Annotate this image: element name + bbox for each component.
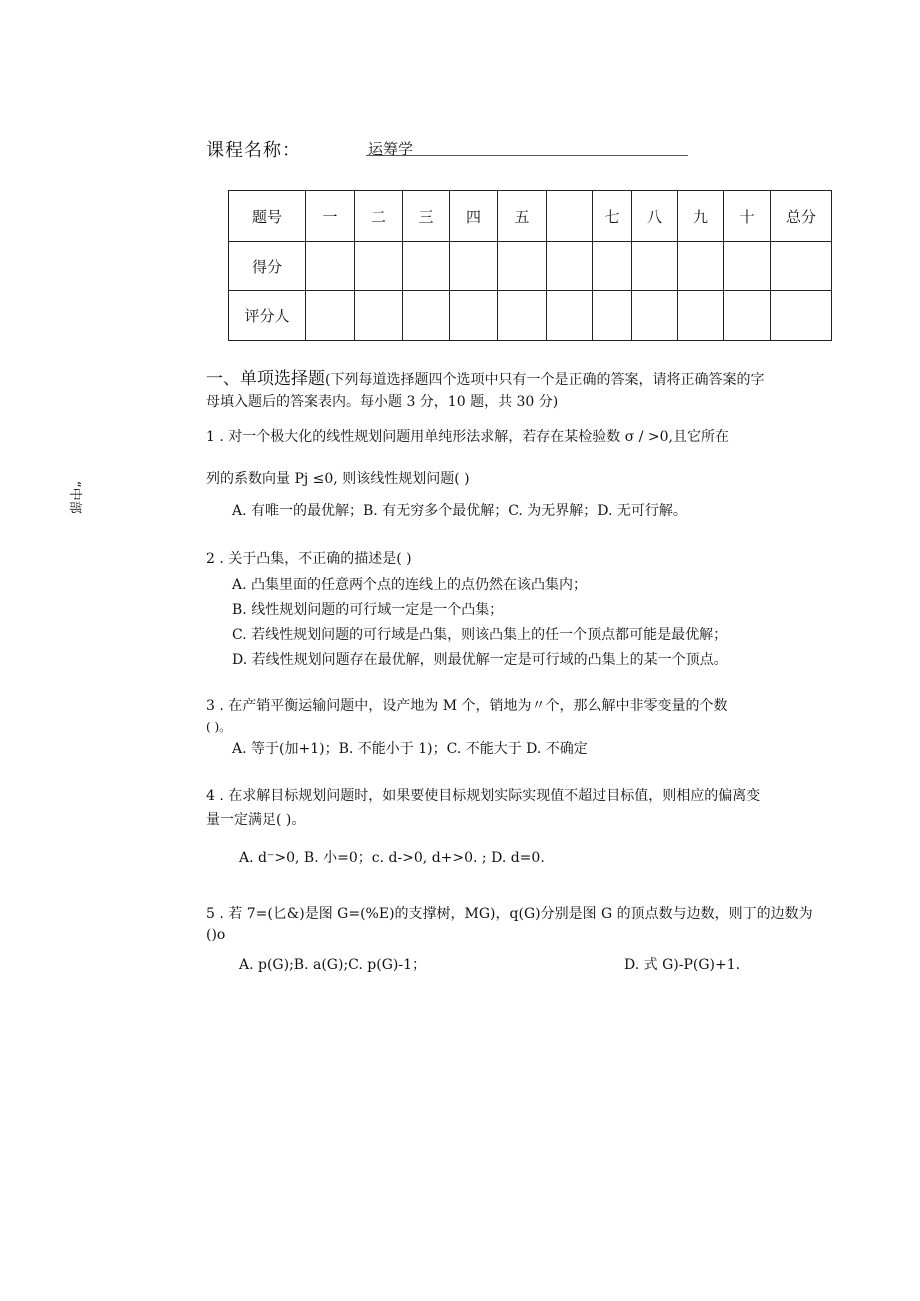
q4-stem-line2: 量一定满足( )。 — [206, 812, 306, 828]
score-row — [229, 242, 832, 291]
q2-option-a: A. 凸集里面的任意两个点的连线上的点仍然在该凸集内； — [232, 577, 588, 593]
header-cell-1: 一 — [306, 191, 355, 242]
q4-stem-line1: 4 . 在求解目标规划问题时，如果要使目标规划实际实现值不超过目标值，则相应的偏离变 — [206, 788, 761, 804]
q2-option-b: B. 线性规划问题的可行域一定是一个凸集； — [232, 602, 504, 618]
header-cell-6 — [547, 191, 593, 242]
course-name-label: 课程名称： — [206, 140, 301, 161]
grader-cell — [678, 291, 724, 341]
section-instructions: (下列每道选择题四个选项中只有一个是正确的答案，请将正确答案的字 — [325, 372, 765, 388]
score-cell — [355, 242, 403, 291]
score-cell — [678, 242, 724, 291]
score-row-label: 得分 — [229, 242, 306, 291]
score-table-header-row — [229, 191, 832, 242]
q5-stem-line2: ()o — [206, 927, 226, 943]
grader-cell — [355, 291, 403, 341]
q4-options: A. d⁻>0, B. 小=0；c. d->0, d+>0. ; D. d=0. — [239, 850, 545, 866]
grader-cell — [547, 291, 593, 341]
score-cell — [403, 242, 450, 291]
grader-cell — [403, 291, 450, 341]
course-name-underline — [366, 155, 688, 156]
header-cell-9: 九 — [678, 191, 724, 242]
score-table — [228, 190, 832, 341]
q5-stem-line1: 5 . 若 7=(匕&)是图 G=(%E)的支撑树，MG)，q(G)分别是图 G 的顶点数与边数，则丁的边数为 — [206, 906, 813, 922]
score-cell — [498, 242, 547, 291]
q1-stem-line1: 1 . 对一个极大化的线性规划问题用单纯形法求解，若存在某检验数 σ / >0,且它所在 — [206, 429, 729, 445]
binding-margin-text: “中部 — [67, 481, 82, 514]
grader-row-label: 评分人 — [229, 291, 306, 341]
header-cell-5: 五 — [498, 191, 547, 242]
grader-cell — [450, 291, 498, 341]
q5-options-abc: A. p(G);B. a(G);C. p(G)-1； — [239, 957, 426, 973]
header-cell-7: 七 — [593, 191, 632, 242]
section-title-text: 一、单项选择题 — [206, 369, 325, 389]
header-cell-2: 二 — [355, 191, 403, 242]
course-name-value: 运筹学 — [368, 140, 414, 158]
grader-cell — [593, 291, 632, 341]
q1-options: A. 有唯一的最优解；B. 有无穷多个最优解；C. 为无界解；D. 无可行解。 — [232, 503, 687, 519]
section-instructions-cont: 母填入题后的答案表内。每小题 3 分，10 题，共 30 分) — [206, 394, 559, 410]
score-cell — [771, 242, 832, 291]
q3-answer-paren: ( )。 — [206, 720, 232, 734]
header-cell-label: 题号 — [229, 191, 306, 242]
q2-option-c: C. 若线性规划问题的可行域是凸集，则该凸集上的任一个顶点都可能是最优解； — [232, 627, 728, 643]
q3-stem: 3 . 在产销平衡运输问题中，设产地为 M 个，销地为〃个，那么解中非零变量的个数 — [206, 698, 728, 714]
grader-row — [229, 291, 832, 341]
header-cell-10: 十 — [724, 191, 771, 242]
grader-cell — [632, 291, 678, 341]
grader-cell — [498, 291, 547, 341]
grader-cell — [306, 291, 355, 341]
q2-stem: 2 . 关于凸集，不正确的描述是( ) — [206, 551, 412, 567]
section-title — [206, 364, 764, 389]
score-cell — [632, 242, 678, 291]
score-cell — [547, 242, 593, 291]
grader-cell — [724, 291, 771, 341]
q3-options: A. 等于(加+1)；B. 不能小于 1)；C. 不能大于 D. 不确定 — [232, 741, 588, 757]
header-cell-4: 四 — [450, 191, 498, 242]
score-cell — [450, 242, 498, 291]
header-cell-8: 八 — [632, 191, 678, 242]
grader-cell — [771, 291, 832, 341]
score-cell — [593, 242, 632, 291]
q2-option-d: D. 若线性规划问题存在最优解，则最优解一定是可行域的凸集上的某一个顶点。 — [232, 652, 728, 668]
q5-option-d: D. 式 G)-P(G)+1. — [624, 957, 741, 973]
score-cell — [724, 242, 771, 291]
score-cell — [306, 242, 355, 291]
header-cell-total: 总分 — [771, 191, 832, 242]
q1-stem-line2: 列的系数向量 Pj ≤0, 则该线性规划问题( ) — [206, 471, 470, 487]
header-cell-3: 三 — [403, 191, 450, 242]
